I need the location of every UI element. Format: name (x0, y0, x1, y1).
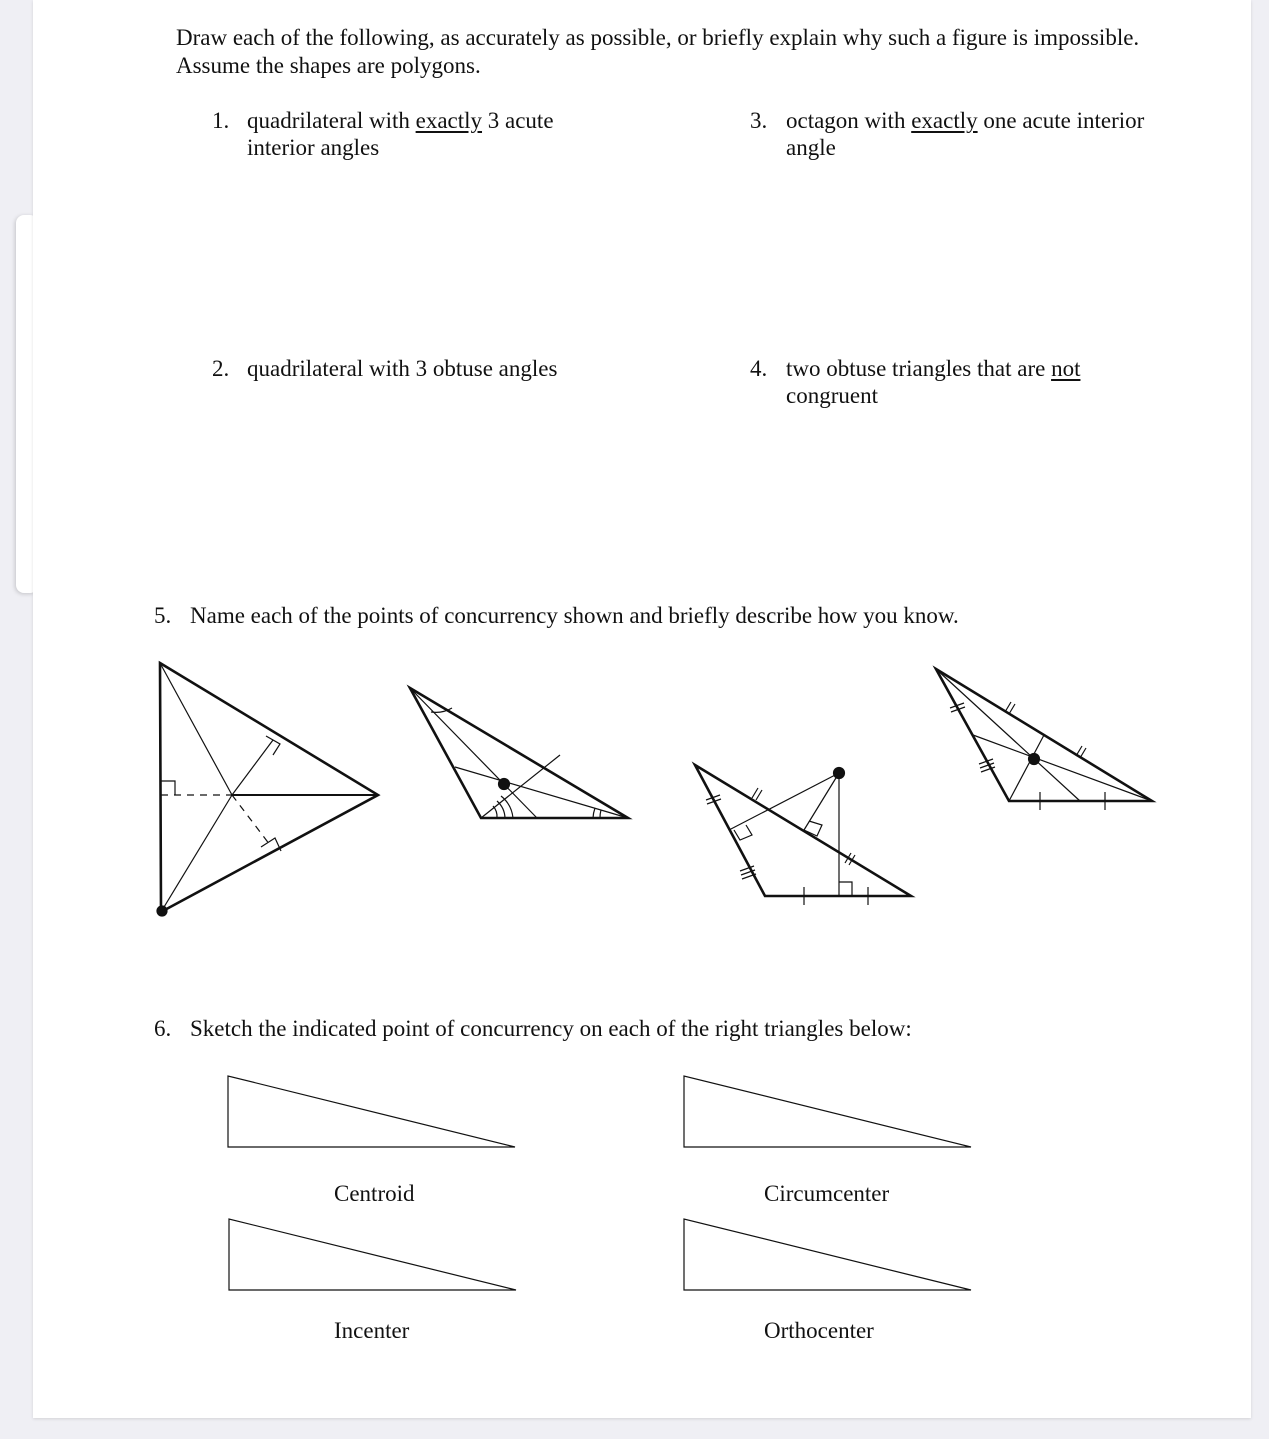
concurrency-point (157, 906, 167, 916)
instructions-line-2: Assume the shapes are polygons. (176, 53, 481, 78)
right-triangle-orthocenter[interactable] (684, 1219, 971, 1290)
figure-circumcenter-triangle (157, 663, 378, 916)
label-incenter: Incenter (334, 1318, 410, 1343)
item-text-line-2: angle (786, 135, 836, 160)
item-number: 4. (750, 356, 768, 381)
item-text: quadrilateral with 3 obtuse angles (247, 356, 558, 381)
label-circumcenter: Circumcenter (764, 1181, 890, 1206)
emphasis-underline: exactly (911, 108, 978, 133)
item-text-line-2: interior angles (247, 135, 380, 160)
concurrency-point (1029, 754, 1040, 765)
item-text-line-2: congruent (786, 383, 878, 408)
label-centroid: Centroid (334, 1181, 415, 1206)
emphasis-underline: not (1051, 356, 1081, 381)
question-6-text: Sketch the indicated point of concurrency on each of the right triangles below: (190, 1016, 912, 1041)
concurrency-point (499, 779, 510, 790)
instructions-line-1: Draw each of the following, as accurately as possible, or briefly explain why such a figure is impossible. (176, 25, 1140, 50)
figure-centroid-triangle (936, 669, 1152, 810)
question-5-number: 5. (154, 603, 172, 628)
item-number: 1. (212, 108, 230, 133)
item-text: quadrilateral with exactly 3 acute (247, 108, 554, 133)
emphasis-underline: exactly (415, 108, 483, 133)
label-orthocenter: Orthocenter (764, 1318, 874, 1343)
item-number: 3. (750, 108, 768, 133)
figure-incenter-triangle (410, 688, 628, 818)
item-number: 2. (212, 356, 230, 381)
item-text: octagon with exactly one acute interior (786, 108, 1145, 133)
question-6-number: 6. (154, 1016, 172, 1041)
concurrency-point (834, 768, 845, 779)
right-triangle-incenter[interactable] (229, 1219, 516, 1290)
figure-orthocenter-triangle (695, 765, 911, 905)
right-triangle-circumcenter[interactable] (684, 1076, 971, 1147)
right-triangle-centroid[interactable] (228, 1076, 515, 1147)
item-text: two obtuse triangles that are not (786, 356, 1081, 381)
question-5-text: Name each of the points of concurrency shown and briefly describe how you know. (190, 603, 959, 628)
